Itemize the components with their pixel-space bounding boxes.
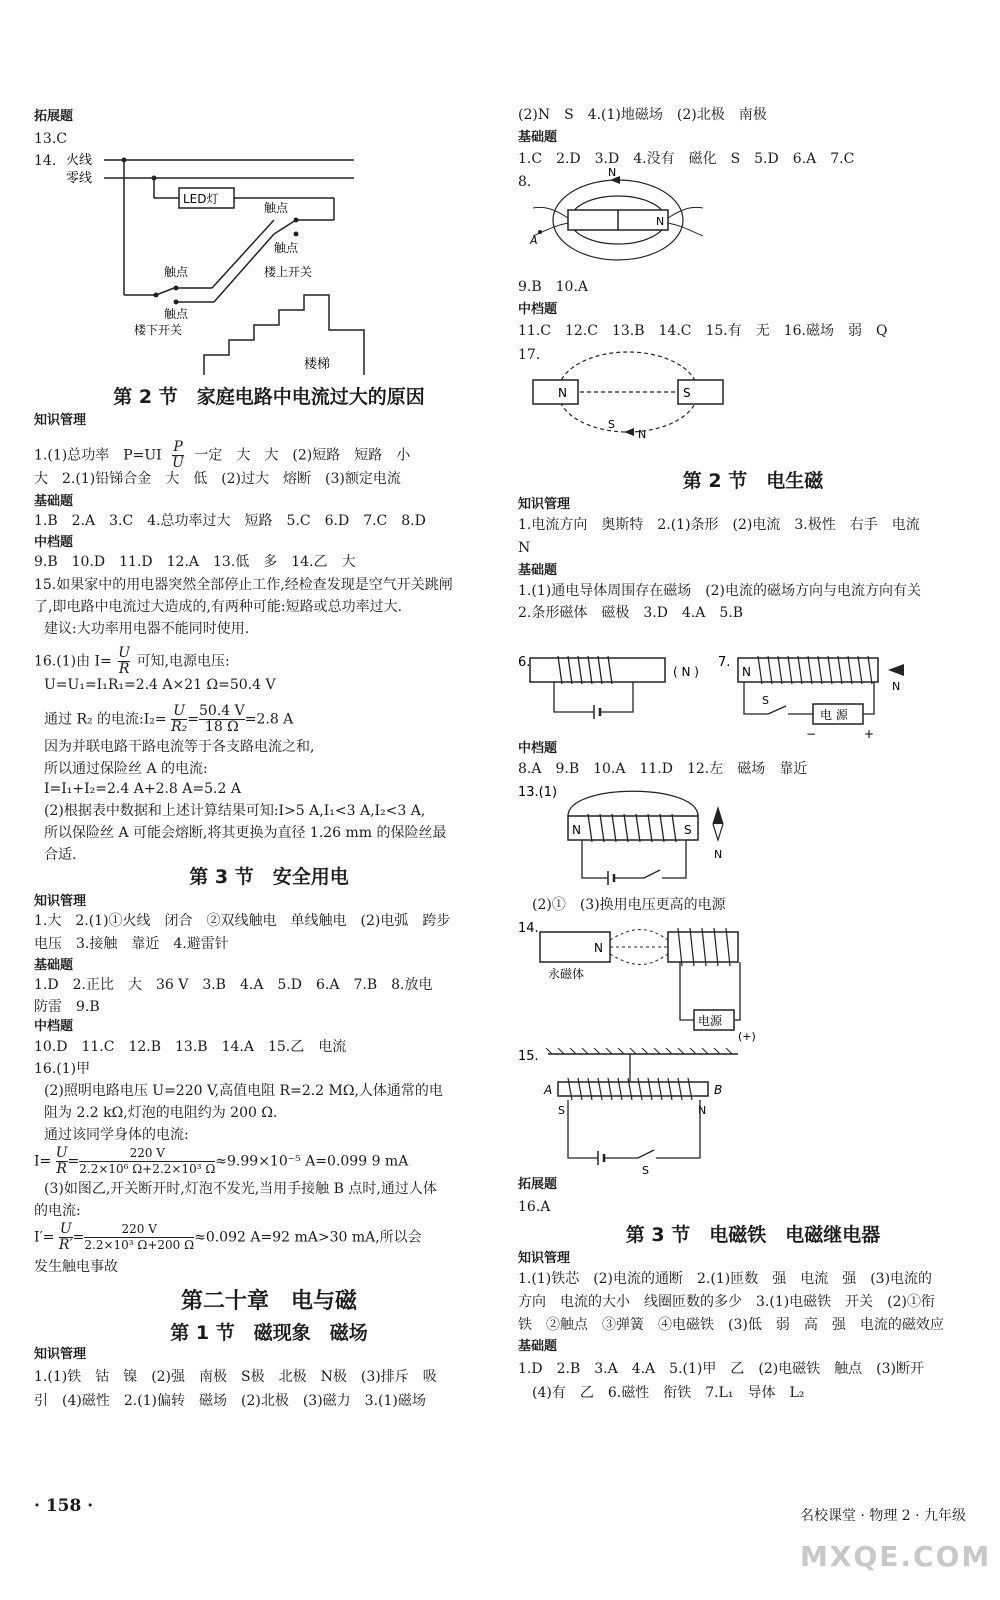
heading: 基础题: [34, 494, 74, 509]
section-title: 第 2 节 电生磁: [682, 470, 824, 492]
answer-line: 防雷 9.B: [34, 999, 100, 1015]
label-plus: +: [864, 727, 875, 741]
answer-line: 了,即电路中电流过大造成的,有两种可能:短路或总功率过大.: [34, 599, 403, 615]
magnet-solenoid-diagram-q14: [518, 918, 768, 1042]
answer-line: U=U₁=I₁R₁=2.4 A×21 Ω=50.4 V: [44, 677, 276, 693]
label-n: N: [608, 168, 617, 179]
answer-line: 所以通过保险丝 A 的电流:: [44, 761, 208, 777]
answer-line: 通过该同学身体的电流:: [44, 1127, 189, 1143]
label-n-pole: N: [656, 215, 665, 228]
solenoid-diagram-q7: [718, 652, 918, 752]
answer-line: 8.: [518, 174, 532, 190]
label-a: A: [544, 1083, 553, 1097]
heading: 知识管理: [34, 413, 87, 428]
stair-light-circuit-diagram: [64, 150, 394, 380]
heading: 拓展题: [518, 1177, 558, 1192]
heading: 中档题: [34, 1019, 74, 1034]
question-number: 15.: [518, 1049, 539, 1064]
led-lamp-label: LED灯: [183, 192, 219, 206]
label-n: N: [638, 428, 647, 440]
permanent-magnet-label: 永磁体: [548, 967, 585, 981]
label-b: B: [714, 1083, 723, 1097]
power-source-label: 电 源: [820, 708, 848, 722]
answer-line: (2)N S 4.(1)地磁场 (2)北极 南极: [518, 107, 767, 123]
answer-line: 17.: [518, 347, 541, 363]
heading: 基础题: [518, 1339, 558, 1354]
label-n: ( N ): [673, 665, 699, 679]
answer-line: 阻为 2.2 kΩ,灯泡的电阻约为 200 Ω.: [44, 1105, 278, 1121]
section-title: 第 1 节 磁现象 磁场: [170, 1322, 368, 1344]
answer-line: 9.B 10.D 11.D 12.A 13.低 多 14.乙 大: [34, 554, 356, 570]
answer-line: 8.A 9.B 10.A 11.D 12.左 磁场 靠近: [518, 761, 808, 777]
answer-line: 引 (4)磁性 2.(1)偏转 磁场 (2)北极 (3)磁力 3.(1)磁场: [34, 1393, 426, 1409]
label-stairs: 楼梯: [304, 357, 331, 372]
question-number: 13.(1): [518, 785, 558, 800]
label-contact: 触点: [164, 307, 189, 321]
label-n: N: [594, 941, 603, 955]
heading: 中档题: [518, 302, 558, 317]
answer-line: 的电流:: [34, 1203, 81, 1219]
suspended-solenoid-diagram-q15: [518, 1046, 748, 1176]
answer-line: 14.: [34, 153, 57, 169]
label-n: N: [572, 823, 581, 837]
answer-line: 合适.: [44, 847, 77, 863]
answer-line: 1.大 2.(1)①火线 闭合 ②双线触电 单线触电 (2)电弧 跨步: [34, 913, 451, 929]
answer-line: 1.B 2.A 3.C 4.总功率过大 短路 5.C 6.D 7.C 8.D: [34, 513, 426, 529]
heading: 基础题: [518, 563, 558, 578]
label-s: S: [683, 386, 691, 400]
answer-line: 铁 ②触点 ③弹簧 ④电磁铁 (3)低 弱 高 强 电流的磁效应: [518, 1317, 944, 1333]
answer-line: N: [518, 540, 531, 556]
two-magnets-field-diagram: [528, 340, 728, 440]
answer-line: 9.B 10.A: [518, 279, 589, 295]
question-number: 6.: [518, 655, 531, 670]
heading: 知识管理: [34, 894, 87, 909]
heading: 基础题: [518, 130, 558, 145]
answer-line: I=I₁+I₂=2.4 A+2.8 A=5.2 A: [44, 781, 241, 797]
heading: 基础题: [34, 958, 74, 973]
label-n: N: [892, 680, 901, 693]
heading: 中档题: [518, 741, 558, 756]
question-number: 14.: [518, 921, 539, 936]
heading-tuozhan: 拓展题: [34, 109, 74, 124]
answer-line: 15.如果家中的用电器突然全部停止工作,经检查发现是空气开关跳闸: [34, 577, 453, 593]
answer-line: (2)① (3)换用电压更高的电源: [532, 897, 726, 913]
watermark: MXQE.COM: [800, 1540, 992, 1573]
answer-line: (4)有 乙 6.磁性 衔铁 7.L₁ 导体 L₂: [532, 1385, 805, 1401]
heading: 知识管理: [518, 497, 571, 512]
page-number: · 158 ·: [34, 1496, 94, 1516]
label-n: N: [698, 1104, 707, 1117]
chapter-title: 第二十章 电与磁: [180, 1289, 357, 1314]
label-n: N: [742, 665, 751, 679]
label-n: N: [558, 386, 567, 400]
answer-line: 因为并联电路干路电流等于各支路电流之和,: [44, 739, 315, 755]
solenoid-compass-diagram-q13: [518, 778, 748, 893]
answer-line: I= $\frac{U}{R}$ = $\frac{220 V}{\text{2.2×10⁶ Ω+2.2×10³ Ω}}$ ≈9.99×10⁻⁵ A=0.099 9 mA: [34, 1145, 409, 1177]
power-source-label: 电源: [698, 1014, 723, 1028]
solenoid-diagram-q6: [518, 652, 718, 732]
label-plus: (+): [738, 1030, 756, 1042]
label-s: S: [558, 1104, 565, 1117]
section-title: 第 3 节 电磁铁 电磁继电器: [625, 1224, 881, 1246]
answer-line: (2)根据表中数据和上述计算结果可知:I>5 A,I₁<3 A,I₂<3 A,: [44, 803, 426, 819]
label-s: S: [608, 418, 615, 431]
answer-line: 所以保险丝 A 可能会熔断,将其更换为直径 1.26 mm 的保险丝最: [44, 825, 447, 841]
label-s: S: [684, 823, 692, 837]
label-zero-line: 零线: [66, 171, 93, 186]
answer-line: 16.(1)由 I= $\frac{U}{R}$ 可知,电源电压:: [34, 645, 230, 677]
answer-line: 16.A: [518, 1199, 551, 1215]
answer-line: 建议:大功率用电器不能同时使用.: [44, 621, 250, 637]
heading: 知识管理: [518, 1251, 571, 1266]
label-downstairs-switch: 楼下开关: [134, 323, 183, 337]
label-contact: 触点: [164, 265, 189, 279]
label-switch: S: [762, 694, 769, 707]
answer-line: 11.C 12.C 13.B 14.C 15.有 无 16.磁场 弱 Q: [518, 323, 888, 339]
answer-line: 10.D 11.C 12.B 13.B 14.A 15.乙 电流: [34, 1039, 347, 1055]
answer-line: 1.D 2.B 3.A 4.A 5.(1)甲 乙 (2)电磁铁 触点 (3)断开: [518, 1361, 925, 1377]
label-contact: 触点: [264, 201, 289, 215]
label-n: N: [714, 848, 723, 861]
answer-line: (3)如图乙,开关断开时,灯泡不发光,当用手接触 B 点时,通过人体: [44, 1181, 437, 1197]
answer-line: 13.C: [34, 131, 67, 147]
answer-line: 1.D 2.正比 大 36 V 3.B 4.A 5.D 6.A 7.B 8.放电: [34, 977, 433, 993]
answer-line: I′= $\frac{U}{R'}$ = $\frac{220 V}{\text{2.2×10³ Ω+200 Ω}}$ ≈0.092 A=92 mA>30 mA,所以会: [34, 1221, 422, 1253]
answer-line: 方向 电流的大小 线圈匝数的多少 3.(1)电磁铁 开关 (2)①衔: [518, 1294, 936, 1310]
answer-line: 大 2.(1)铅锑合金 大 低 (2)过大 熔断 (3)额定电流: [34, 471, 401, 487]
heading: 知识管理: [34, 1347, 87, 1362]
question-number: 7.: [718, 655, 731, 670]
answer-line: 1.(1)铁芯 (2)电流的通断 2.(1)匝数 强 电流 强 (3)电流的: [518, 1271, 933, 1287]
answer-line: 16.(1)甲: [34, 1061, 91, 1077]
answer-line: 通过 R₂ 的电流:I₂= $\frac{U}{\text{R₂}}$ = $\frac{50.4 V}{18 \Omega}$ =2.8 A: [44, 703, 294, 735]
label-minus: −: [806, 727, 817, 741]
label-upstairs-switch: 楼上开关: [264, 265, 313, 279]
label-fire-line: 火线: [66, 153, 93, 168]
answer-line: 发生触电事故: [34, 1259, 118, 1275]
answer-line: 1.(1)通电导体周围存在磁场 (2)电流的磁场方向与电流方向有关: [518, 583, 922, 599]
answer-line: 电压 3.接触 靠近 4.避雷针: [34, 936, 229, 952]
label-contact: 触点: [274, 241, 299, 255]
book-series-label: 名校课堂 · 物理 2 · 九年级: [800, 1508, 967, 1524]
section-title: 第 3 节 安全用电: [189, 866, 349, 888]
section-title: 第 2 节 家庭电路中电流过大的原因: [113, 386, 425, 408]
label-switch: S: [642, 1164, 649, 1176]
answer-line: 1.电流方向 奥斯特 2.(1)条形 (2)电流 3.极性 右手 电流: [518, 517, 920, 533]
answer-line: 1.(1)铁 钴 镍 (2)强 南极 S极 北极 N极 (3)排斥 吸: [34, 1369, 437, 1385]
answer-line: 1.C 2.D 3.D 4.没有 磁化 S 5.D 6.A 7.C: [518, 151, 855, 167]
answer-line: 1.(1)总功率 P=UI $\frac{P}{U}$ 一定 大 大 (2)短路 短路 小: [34, 439, 411, 471]
label-a: A: [530, 234, 538, 247]
answer-line: 2.条形磁体 磁极 3.D 4.A 5.B: [518, 605, 744, 621]
heading: 中档题: [34, 535, 74, 550]
answer-line: (2)照明电路电压 U=220 V,高值电阻 R=2.2 MΩ,人体通常的电: [44, 1083, 443, 1099]
bar-magnet-field-diagram: [528, 168, 708, 268]
